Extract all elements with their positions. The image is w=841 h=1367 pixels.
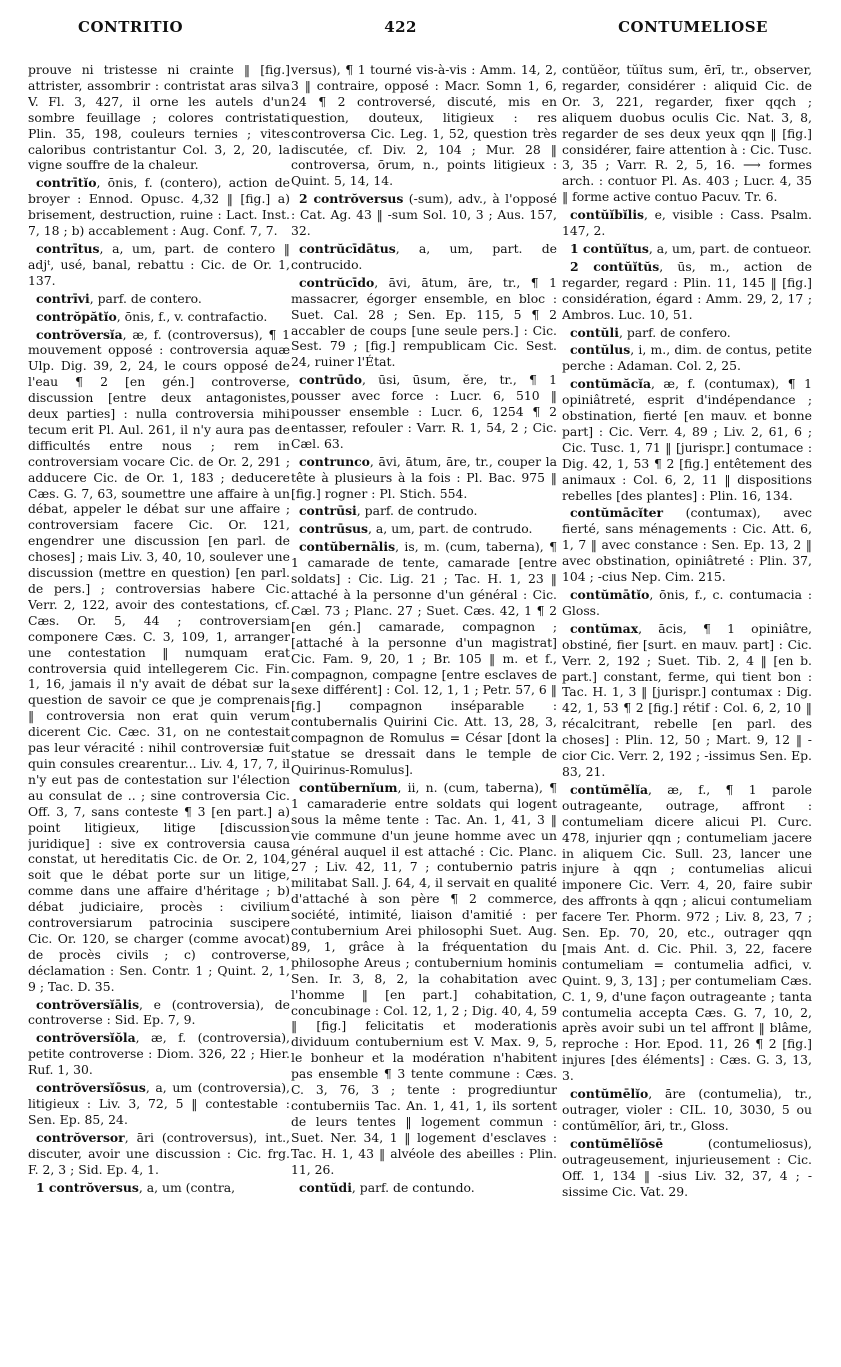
dictionary-entry: contŭdi, parf. de contundo. [299, 1179, 475, 1195]
dictionary-entry: contrīvi, parf. de contero. [36, 290, 202, 306]
headword: contŭĭbĭlis [570, 207, 645, 223]
dictionary-entry: contrŏpătĭo, ōnis, f., v. contrafactio. [36, 308, 268, 324]
column-left [28, 62, 290, 1352]
headword: 1 contrŏversus [36, 1179, 139, 1195]
running-head-left: CONTRITIO [78, 18, 184, 36]
headword: contŭdi [299, 1179, 352, 1195]
headword: contrŭcīdo [299, 274, 375, 290]
dictionary-entry: contŭmēlĭa, æ, f., ¶ 1 parole outrageante, outrage, affront : contumeliam dicere alicui Pl. Curc. 478, injurier qqn ; contumeliam jacere in aliquem Cic. Sull. 23, lancer une injure à qqn ; contumelias alicui imponere Cic. Verr. 4, 20, faire subir des affronts à qqn ; alicui contumeliam facere Ter. Phorm. 972 ; Liv. 8, 23, 7 ; Sen. Ep. 70, 20, etc., outrager qqn [mais Ant. d. Cic. Phil. 3, 22, facere contumeliam = contumelia adfici, v. Quint. 9, 3, 13] ; per contumeliam Cæs. C. 1, 9, d'une façon outrageante ; tanta contumelia accepta Cæs. G. 7, 10, 2, après avoir subi un tel affront ‖ blâme, reproche : Hor. Epod. 11, 26 ¶ 2 [fig.] injures [des éléments] : Cæs. G. 3, 13, 3. [562, 781, 812, 1084]
headword: 1 contŭĭtus [570, 240, 649, 256]
headword: contŭbernĭum [299, 779, 398, 795]
dictionary-entry: contrŏversĭa, æ, f. (controversus), ¶ 1 mouvement opposé : controversia aquæ Ulp. Dig. 39, 2, 24, le cours opposé de l'eau ¶ 2 [en gén.] controverse, discussion [entre deux antagonistes, deux parties] : nulla controversia mihi tecum erit Pl. Aul. 261, il n'y aura pas de difficultés entre nous ; rem in controversiam vocare Cic. de Or. 2, 291 ; adducere Cic. de Or. 1, 183 ; deducere Cæs. G. 7, 63, soumettre une affaire à un débat, appeler le débat sur une affaire ; controversiam facere Cic. Or. 121, engendrer une discussion [en parl. de choses] ; mais Liv. 3, 40, 10, soulever une discussion (mettre en question) [en parl. de pers.] ; controversias habere Cic. Verr. 2, 122, avoir des contestations, cf. Cæs. Or. 5, 44 ; controversiam componere Cæs. C. 3, 109, 1, arranger une contestation ‖ numquam erat controversia quid intellegerem Cic. Fin. 1, 16, jamais il n'y avait de débat sur la question de savoir ce que je comprenais ‖ controversia non erat quin verum dicerent Cic. Cæc. 31, on ne contestait pas leur véracité : nihil controversiæ fuit quin consules crearentur... Liv. 4, 17, 7, il n'y eut pas de contestation sur l'élection au consulat de .. ; sine controversia Cic. Off. 3, 7, sans conteste ¶ 3 [en part.] a) point litigieux, litige [discussion juridique] : sive ex controversia causa constat, ut hereditatis Cic. de Or. 2, 104, soit que le débat porte sur un litige, comme dans une affaire d'héritage ; b) débat judiciaire, procès : civilium controversiarum patrocinia suscipere Cic. Or. 120, se charger (comme avocat) de procès civils ; c) controverse, déclamation : Sen. Contr. 1 ; Quint. 2, 1, 9 ; Tac. D. 35. [28, 326, 290, 994]
headword: contrŭcīdātus [299, 240, 396, 256]
dictionary-entry: contŭmēlĭo, āre (contumelia), tr., outrager, violer : CIL. 10, 3030, 5 ou contŭmēlĭor, āri, tr., Gloss. [562, 1086, 812, 1133]
headword: contrŏversor [36, 1129, 125, 1145]
headword: contrītĭo [36, 175, 97, 191]
page-number: 422 [384, 18, 417, 36]
headword: contrīvi [36, 290, 90, 306]
headword: contŭmācĭter [570, 505, 664, 521]
dictionary-entry: contrŏversĭŏla, æ, f. (controversia), petite controverse : Diom. 326, 22 ; Hier. Ruf. 1, 30. [28, 1030, 290, 1078]
headword: contrūsus [299, 521, 369, 537]
dictionary-entry: contŭmācĭter (contumax), avec fierté, sans ménagements : Cic. Att. 6, 1, 7 ‖ avec constance : Sen. Ep. 13, 2 ‖ avec obstination, opiniâtreté : Plin. 37, 104 ; -cius Nep. Cim. 215. [562, 505, 812, 585]
headword: contŭmēlĭa [570, 781, 648, 797]
headword: contŭmēlĭo [570, 1086, 649, 1102]
headword: contŭmēlĭōsē [570, 1135, 664, 1151]
dictionary-entry: 1 contrŏversus, a, um (contra, [36, 1179, 236, 1195]
dictionary-entry: contrŏversĭālis, e (controversia), de controverse : Sid. Ep. 7, 9. [28, 996, 290, 1028]
headword: contrŏversĭōsus [36, 1080, 146, 1096]
headword: contŭmax [570, 620, 639, 636]
dictionary-entry: prouve ni tristesse ni crainte ‖ [fig.] attrister, assombrir : contristat aras silva V. Fl. 3, 427, il orne les autels d'un sombre feuillage ; colores contristati Plin. 35, 198, couleurs ternies ; vites caloribus contristantur Col. 3, 2, 20, la vigne souffre de la chaleur. [28, 62, 290, 173]
headword: contrŏversĭŏla [36, 1030, 136, 1046]
headword: contrūsi [299, 503, 357, 519]
dictionary-entry: contŭlus, i, m., dim. de contus, petite perche : Adaman. Col. 2, 25. [562, 342, 812, 374]
headword: contrŏversĭa [36, 326, 123, 342]
headword: contrŏpătĭo [36, 308, 117, 324]
headword: contŭmăcĭa [570, 376, 651, 392]
dictionary-entry: contrŏversĭōsus, a, um (controversia), litigieux : Liv. 3, 72, 5 ‖ contestable : Sen. Ep. 85, 24. [28, 1080, 290, 1127]
headword: contrunco [299, 453, 370, 469]
dictionary-entry: contŭĭbĭlis, e, visible : Cass. Psalm. 147, 2. [562, 207, 812, 239]
dictionary-entry: contrūdo, ūsi, ūsum, ĕre, tr., ¶ 1 pousser avec force : Lucr. 6, 510 ‖ pousser ensemble : Lucr. 6, 1254 ¶ 2 entasser, refouler : Varr. R. 1, 54, 2 ; Cic. Cæl. 63. [291, 372, 557, 451]
dictionary-entry: contŭmăcĭa, æ, f. (contumax), ¶ 1 opiniâtreté, esprit d'indépendance ; obstination, fierté [en mauv. et bonne part] : Cic. Verr. 4, 89 ; Liv. 2, 61, 6 ; Cic. Tusc. 1, 71 ‖ [jurispr.] contumace : Dig. 42, 1, 53 ¶ 2 [fig.] entêtement des animaux : Col. 6, 2, 11 ‖ dispositions rebelles [des plantes] : Plin. 16, 134. [562, 376, 812, 503]
dictionary-entry: contrŭcīdo, āvi, ātum, āre, tr., ¶ 1 massacrer, égorger ensemble, en bloc : Suet. Cal. 28 ; Sen. Ep. 115, 5 ¶ 2 accabler de coups [une seule pers.] : Cic. Sest. 79 ; [fig.] rempublicam Cic. Sest. 24, ruiner l'État. [291, 274, 557, 370]
dictionary-entry: contrunco, āvi, ātum, āre, tr., couper la tête à plusieurs à la fois : Pl. Bac. 975 ‖ [fig.] rogner : Pl. Stich. 554. [291, 453, 557, 501]
dictionary-entry: contrŏversor, āri (controversus), int., discuter, avoir une discussion : Cic. frg. F. 2, 3 ; Sid. Ep. 4, 1. [28, 1129, 290, 1177]
column-right [562, 62, 812, 1352]
dictionary-entry: 2 contŭĭtŭs, ūs, m., action de regarder, regard : Plin. 11, 145 ‖ [fig.] considération, égard : Amm. 29, 2, 17 ; Ambros. Luc. 10, 51. [562, 258, 812, 322]
dictionary-entry: 1 contŭĭtus, a, um, part. de contueor. [570, 240, 812, 256]
dictionary-entry: contrītĭo, ōnis, f. (contero), action de broyer : Ennod. Opusc. 4,32 ‖ [fig.] a) brisement, destruction, ruine : Lact. Inst. 7, 18 ; b) accablement : Aug. Conf. 7, 7. [28, 175, 290, 239]
dictionary-entry: contŭmēlĭōsē (contumeliosus), outrageusement, injurieusement : Cic. Off. 1, 134 ‖ -sius Liv. 32, 37, 4 ; -sissime Cic. Vat. 29. [562, 1135, 812, 1199]
dictionary-entry: contrūsus, a, um, part. de contrudo. [299, 521, 533, 537]
dictionary-entry: 2 contrŏversus (-sum), adv., à l'opposé : Cat. Ag. 43 ‖ -sum Sol. 10, 3 ; Aus. 157, 32. [291, 191, 557, 239]
dictionary-entry: contŭmax, ācis, ¶ 1 opiniâtre, obstiné, fier [surt. en mauv. part] : Cic. Verr. 2, 192 ; Suet. Tib. 2, 4 ‖ [en b. part.] constant, ferme, qui tient bon : Tac. H. 1, 3 ‖ [jurispr.] contumax : Dig. 42, 1, 53 ¶ 2 [fig.] rétif : Col. 6, 2, 10 ‖ récalcitrant, rebelle [en parl. des choses] : Plin. 12, 50 ; Mart. 9, 12 ‖ -cior Cic. Verr. 2, 192 ; -issimus Sen. Ep. 83, 21. [562, 620, 812, 779]
headword: contŭlus [570, 342, 631, 358]
dictionary-entry: contrūsi, parf. de contrudo. [299, 503, 478, 519]
headword: contrŏversĭālis [36, 996, 140, 1012]
dictionary-entry: contŭĕor, tŭĭtus sum, ērī, tr., observer, regarder, considérer : aliquid Cic. de Or. 3, 221, regarder, fixer qqch ; aliquem duobus oculis Cic. Nat. 3, 8, regarder de ses deux yeux qqn ‖ [fig.] considérer, faire attention à : Cic. Tusc. 3, 35 ; Varr. R. 2, 5, 16. ⟶ formes arch. : contuor Pl. As. 403 ; Lucr. 4, 35 ‖ forme active contuo Pacuv. Tr. 6. [562, 62, 812, 205]
page-header [28, 18, 768, 40]
dictionary-entry: contŭbernĭum, ii, n. (cum, taberna), ¶ 1 camaraderie entre soldats qui logent sous la même tente : Tac. An. 1, 41, 3 ‖ vie commune d'un jeune homme avec un général auquel il est attaché : Cic. Planc. 27 ; Liv. 42, 11, 7 ; contubernio patris militabat Sall. J. 64, 4, il servait en qualité d'attaché à son père ¶ 2 commerce, société, intimité, liaison d'amitié : per contubernium Arei philosophi Suet. Aug. 89, 1, grâce à la fréquentation du philosophe Areus ; contubernium hominis Sen. Ir. 3, 8, 2, la cohabitation avec l'homme ‖ [en part.] cohabitation, concubinage : Col. 12, 1, 2 ; Dig. 40, 4, 59 ‖ [fig.] felicitatis et moderationis dividuum contubernium est V. Max. 9, 5, le bonheur et la modération n'habitent pas ensemble ¶ 3 tente commune : Cæs. C. 3, 76, 3 ; tente : progrediuntur contuberniis Tac. An. 1, 41, 1, ils sortent de leurs tentes ‖ logement commun : Suet. Ner. 34, 1 ‖ logement d'esclaves : Tac. H. 1, 43 ‖ alvéole des abeilles : Plin. 11, 26. [291, 779, 557, 1177]
dictionary-entry: versus), ¶ 1 tourné vis-à-vis : Amm. 14, 2, 3 ‖ contraire, opposé : Macr. Somn 1, 6, 24 ¶ 2 controversé, discuté, mis en question, douteux, litigieux : res controversa Cic. Leg. 1, 52, question très discutée, cf. Div. 2, 104 ; Mur. 28 ‖ controversa, ōrum, n., points litigieux : Quint. 5, 14, 14. [291, 62, 557, 189]
dictionary-entry: contŭli, parf. de confero. [570, 324, 731, 340]
headword: contŭmātĭo [570, 587, 650, 602]
dictionary-entry: contrŭcīdātus, a, um, part. de contrucido. [291, 240, 557, 272]
running-head-right: CONTUMELIOSE [618, 18, 768, 36]
headword: contrītus [36, 240, 100, 256]
dictionary-entry: contŭmātĭo, ōnis, f., c. contumacia : Gloss. [562, 587, 812, 618]
headword: contrūdo [299, 372, 363, 388]
dictionary-entry: contrītus, a, um, part. de contero ‖ adjᵗ, usé, banal, rebattu : Cic. de Or. 1, 137. [28, 240, 290, 288]
headword: 2 contŭĭtŭs [570, 258, 660, 274]
dictionary-entry: contŭbernālis, is, m. (cum, taberna), ¶ 1 camarade de tente, camarade [entre soldats] : Cic. Lig. 21 ; Tac. H. 1, 23 ‖ attaché à la personne d'un général : Cic. Cæl. 73 ; Planc. 27 ; Suet. Cæs. 42, 1 ¶ 2 [en gén.] camarade, compagnon ; [attaché à la personne d'un magistrat] Cic. Fam. 9, 20, 1 ; Br. 105 ‖ m. et f., compagnon, compagne [entre esclaves de sexe différent] : Col. 12, 1, 1 ; Petr. 57, 6 ‖ [fig.] compagnon inséparable : contubernalis Quirini Cic. Att. 13, 28, 3, compagnon de Romulus = César [dont la statue se dressait dans le temple de Quirinus-Romulus]. [291, 539, 557, 777]
headword: 2 contrŏversus [299, 191, 404, 207]
headword: contŭli [570, 324, 619, 340]
headword: contŭbernālis [299, 539, 396, 555]
column-middle [291, 62, 557, 1352]
